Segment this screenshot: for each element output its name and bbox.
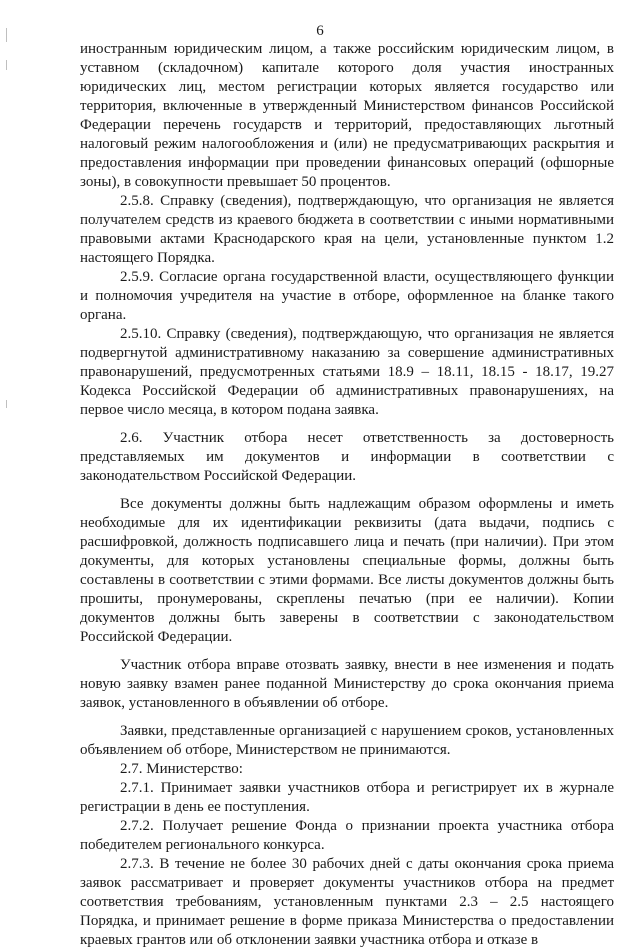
paragraph-2-5-10: 2.5.10. Справку (сведения), подтверждающую, что организация не является подвергнутой административному наказанию за совершение административных правонарушений, предусмотренных статьями 18.9 – 18.11, 18.15 - 18.17, 19.27 Кодекса Российской Федерации об административных правонарушениях, на первое число месяца, в котором подана заявка. [80, 326, 614, 418]
paragraph-documents-requirements: Все документы должны быть надлежащим образом оформлены и иметь необходимые для их идентификации реквизиты (дата выдачи, подпись с расшифровкой, должность подписавшего лица и печать (при наличии). При этом документы, для которых установлены специальные формы, должны быть составлены в соответствии с этими формами. Все листы документов должны быть прошиты, пронумерованы, скреплены печатью (при ее наличии). Копии документов должны быть заверены в соответствии с законодательством Российской Федерации. [80, 496, 614, 645]
paragraph-2-5-8: 2.5.8. Справку (сведения), подтверждающую, что организация не является получателем средств из краевого бюджета в соответствии с иными нормативными правовыми актами Краснодарского края на цели, установленные пунктом 1.2 настоящего Порядка. [80, 193, 614, 266]
paragraph-2-7-3: 2.7.3. В течение не более 30 рабочих дней с даты окончания срока приема заявок рассматривает и проверяет документы участников отбора на предмет соответствия требованиям, установленным пунктами 2.3 – 2.5 настоящего Порядка, и принимает решение в форме приказа Министерства о предоставлении краевых грантов или об отклонении заявки участника отбора и отказе в [80, 856, 614, 948]
paragraph-withdraw-application: Участник отбора вправе отозвать заявку, внести в нее изменения и подать новую заявку взамен ранее поданной Министерству до срока окончания приема заявок, установленного в объявлении об отборе. [80, 657, 614, 711]
paragraph-2-7-2: 2.7.2. Получает решение Фонда о признании проекта участника отбора победителем регионального конкурса. [80, 818, 614, 853]
paragraph-late-applications: Заявки, представленные организацией с нарушением сроков, установленных объявлением об отборе, Министерством не принимаются. [80, 723, 614, 758]
paragraph-2-7-1: 2.7.1. Принимает заявки участников отбора и регистрирует их в журнале регистрации в день ее поступления. [80, 780, 614, 815]
scan-artifact [6, 400, 7, 408]
paragraph-2-5-9: 2.5.9. Согласие органа государственной власти, осуществляющего функции и полномочия учредителя на участие в отборе, оформленное на бланке такого органа. [80, 269, 614, 323]
scan-artifact [6, 60, 7, 70]
paragraph-2-6: 2.6. Участник отбора несет ответственность за достоверность представляемых им документов и информации в соответствии с законодательством Российской Федерации. [80, 430, 614, 484]
paragraph-continuation: иностранным юридическим лицом, а также российским юридическим лицом, в уставном (складочном) капитале которого доля участия иностранных юридических лиц, местом регистрации которых является государство или территория, включенные в утвержденный Министерством финансов Российской Федерации перечень государств и территорий, предоставляющих льготный налоговый режим налогообложения и (или) не предусматривающих раскрытия и предоставления информации при проведении финансовых операций (офшорные зоны), в совокупности превышает 50 процентов. [80, 41, 614, 190]
paragraph-2-7: 2.7. Министерство: [120, 761, 243, 777]
document-body [80, 40, 614, 950]
page-number: 6 [316, 23, 324, 39]
